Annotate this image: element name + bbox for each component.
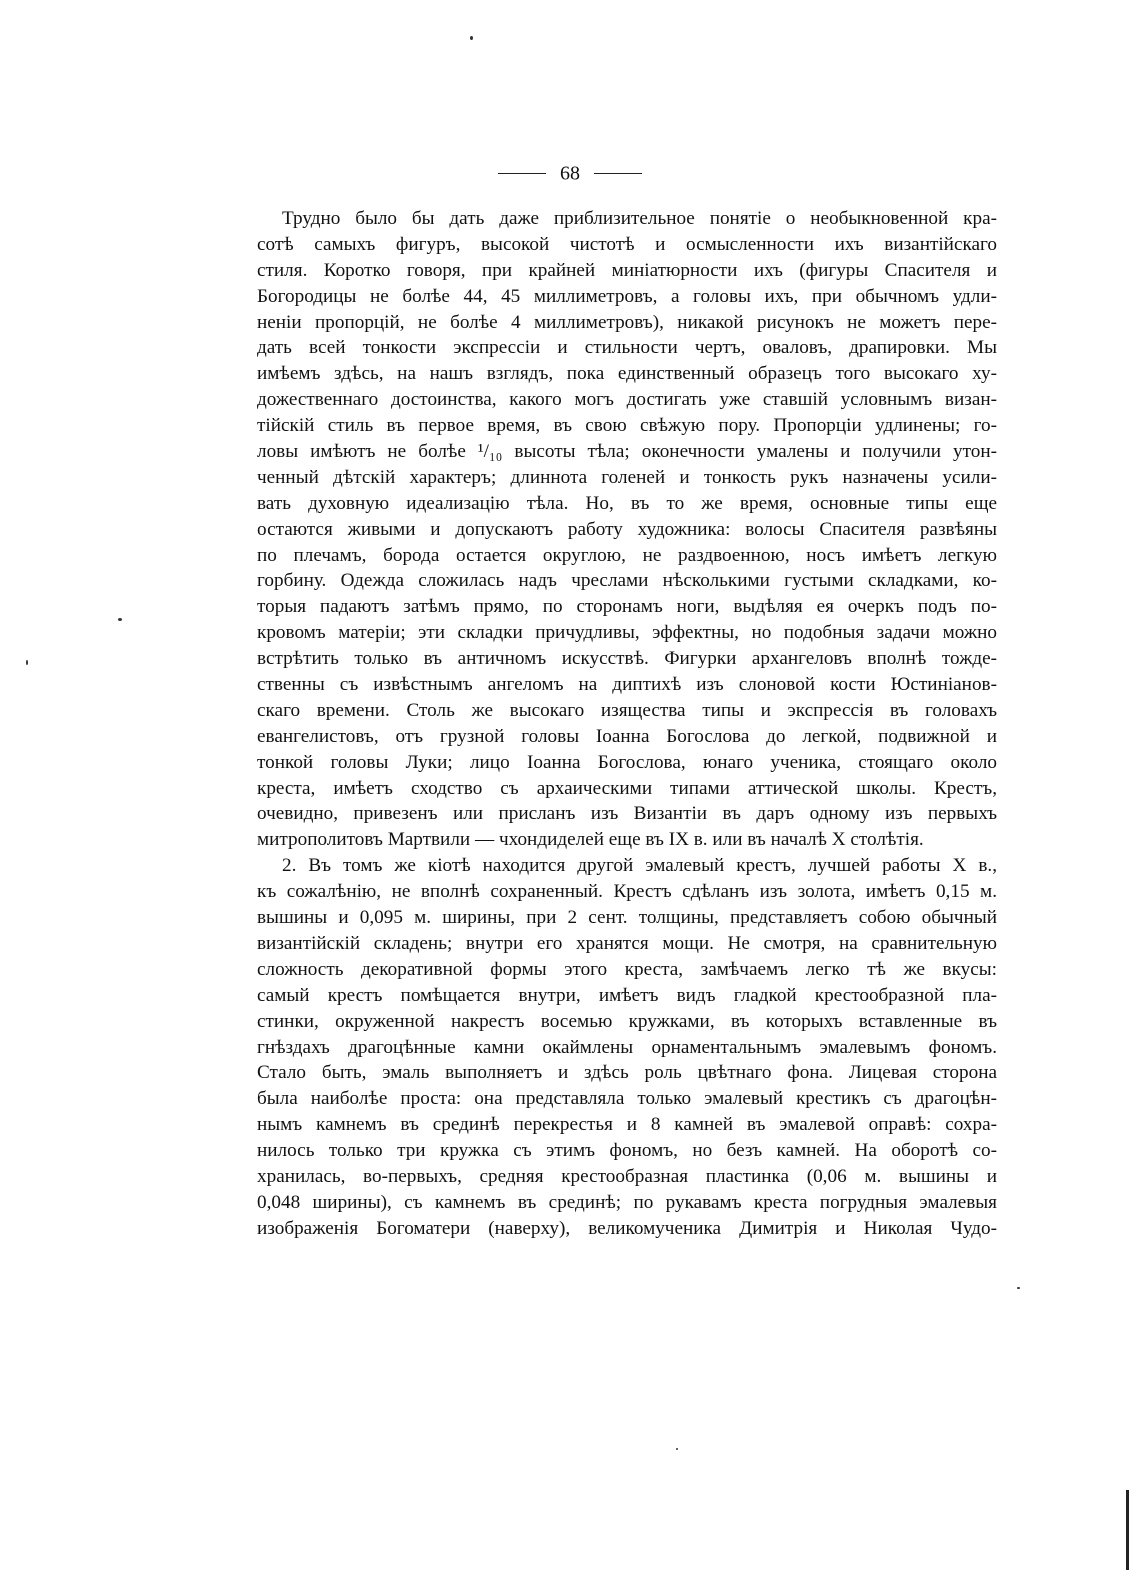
body-text [257, 206, 997, 1242]
scan-speck [470, 36, 473, 40]
text-line: сложность декоративной формы этого креста, замѣчаемъ легко тѣ же вкусы: [257, 958, 997, 980]
paragraph-2 [257, 853, 997, 1241]
text-line: хранилась, во-первыхъ, средняя крестообразная пластинка (0,06 м. вышины и [257, 1165, 997, 1187]
text-line: 2. Въ томъ же кіотѣ находится другой эмалевый крестъ, лучшей работы X в., [282, 855, 997, 877]
scan-speck [676, 1448, 678, 1450]
text-line: дать всей тонкости экспрессіи и стильности чертъ, оваловъ, драпировки. Мы [257, 337, 997, 359]
page-header [0, 160, 1140, 185]
text-line: изображенія Богоматери (наверху), великомученика Димитрія и Николая Чудо- [257, 1217, 997, 1239]
text-line: скаго времени. Столь же высокаго изящества типы и экспрессія въ головахъ [257, 699, 997, 721]
text-line: нымъ камнемъ въ срединѣ перекрестья и 8 камней въ эмалевой оправѣ: сохра- [257, 1114, 997, 1136]
text-line: вышины и 0,095 м. ширины, при 2 сент. толщины, представляетъ собою обычный [257, 907, 997, 929]
page-number: 68 [560, 162, 580, 185]
text-line: вать духовную идеализацію тѣла. Но, въ то же время, основные типы еще [257, 492, 997, 514]
header-rule-right [594, 173, 642, 174]
scan-speck [1017, 1287, 1020, 1289]
paragraph-1 [257, 206, 997, 853]
text-line: имѣемъ здѣсь, на нашъ взглядъ, пока единственный образецъ того высокаго ху- [257, 363, 997, 385]
text-line: Стало быть, эмаль выполняетъ и здѣсь роль цвѣтнаго фона. Лицевая сторона [257, 1062, 997, 1084]
text-line: евангелистовъ, отъ грузной головы Іоанна Богослова до легкой, подвижной и [257, 725, 997, 747]
text-line: сотѣ самыхъ фигуръ, высокой чистотѣ и осмысленности ихъ византійскаго [257, 233, 997, 255]
scan-speck [118, 618, 122, 621]
text-line: кровомъ матеріи; эти складки причудливы, эффектны, но подобныя задачи можно [257, 622, 997, 644]
text-line: ственны съ извѣстнымъ ангеломъ на диптихѣ изъ слоновой кости Юстиніанов- [257, 674, 997, 696]
text-line: неніи пропорцій, не болѣе 4 миллиметровъ), никакой рисунокъ не можетъ пере- [257, 311, 997, 333]
text-line: очевидно, привезенъ или присланъ изъ Византіи въ даръ одному изъ первыхъ [257, 803, 997, 825]
scan-speck [26, 660, 28, 665]
text-line: Трудно было бы дать даже приблизительное понятіе о необыкновенной кра- [282, 208, 997, 229]
text-line: къ сожалѣнію, не вполнѣ сохраненный. Крестъ сдѣланъ изъ золота, имѣетъ 0,15 м. [257, 881, 997, 903]
scan-edge-mark [1126, 1490, 1129, 1570]
text-line: нилось только три кружка съ этимъ фономъ, но безъ камней. На оборотѣ со- [257, 1140, 997, 1162]
text-line: остаются живыми и допускаютъ работу художника: волосы Спасителя развѣяны [257, 518, 997, 540]
text-line: самый крестъ помѣщается внутри, имѣетъ видъ гладкой крестообразной пла- [257, 984, 997, 1006]
text-line: торыя падаютъ затѣмъ прямо, по сторонамъ ноги, выдѣляя ея очеркъ подъ по- [257, 596, 997, 618]
text-line: гнѣздахъ драгоцѣнные камни окаймлены орнаментальнымъ эмалевымъ фономъ. [257, 1036, 997, 1058]
text-line: митрополитовъ Мартвили — чхондиделей еще въ IX в. или въ началѣ X столѣтія. [257, 829, 924, 851]
text-line: встрѣтить только въ античномъ искусствѣ. Фигурки архангеловъ вполнѣ тожде- [257, 648, 997, 670]
text-line: горбину. Одежда сложилась надъ чреслами нѣсколькими густыми складками, ко- [257, 570, 997, 592]
header-rule-left [498, 173, 546, 174]
text-line: ловы имѣютъ не болѣе ¹/₁₀ высоты тѣла; оконечности умалены и получили утон- [257, 441, 997, 463]
text-line: креста, имѣетъ сходство съ архаическими типами аттической школы. Крестъ, [257, 777, 997, 799]
text-line: стинки, окруженной накрестъ восемью кружками, въ которыхъ вставленные въ [257, 1010, 997, 1032]
text-line: Богородицы не болѣе 44, 45 миллиметровъ, а головы ихъ, при обычномъ удли- [257, 285, 997, 307]
text-line: 0,048 ширины), съ камнемъ въ срединѣ; по рукавамъ креста погрудныя эмалевыя [257, 1191, 997, 1213]
text-line: византійскій складень; внутри его хранятся мощи. Не смотря, на сравнительную [257, 932, 997, 954]
text-line: стиля. Коротко говоря, при крайней миніатюрности ихъ (фигуры Спасителя и [257, 259, 997, 281]
text-line: была наиболѣе проста: она представляла только эмалевый крестикъ съ драгоцѣн- [257, 1088, 997, 1110]
text-line: тонкой головы Луки; лицо Іоанна Богослова, юнаго ученика, стоящаго около [257, 751, 997, 773]
text-line: по плечамъ, борода остается округлою, не раздвоенною, носъ имѣетъ легкую [257, 544, 997, 566]
text-line: ченный дѣтскій характеръ; длиннота голеней и тонкость рукъ назначены усили- [257, 466, 997, 488]
text-line: тійскій стиль въ первое время, въ свою свѣжую пору. Пропорціи удлинены; го- [257, 415, 997, 437]
text-line: дожественнаго достоинства, какого могъ достигать уже ставшій условнымъ визан- [257, 389, 997, 411]
